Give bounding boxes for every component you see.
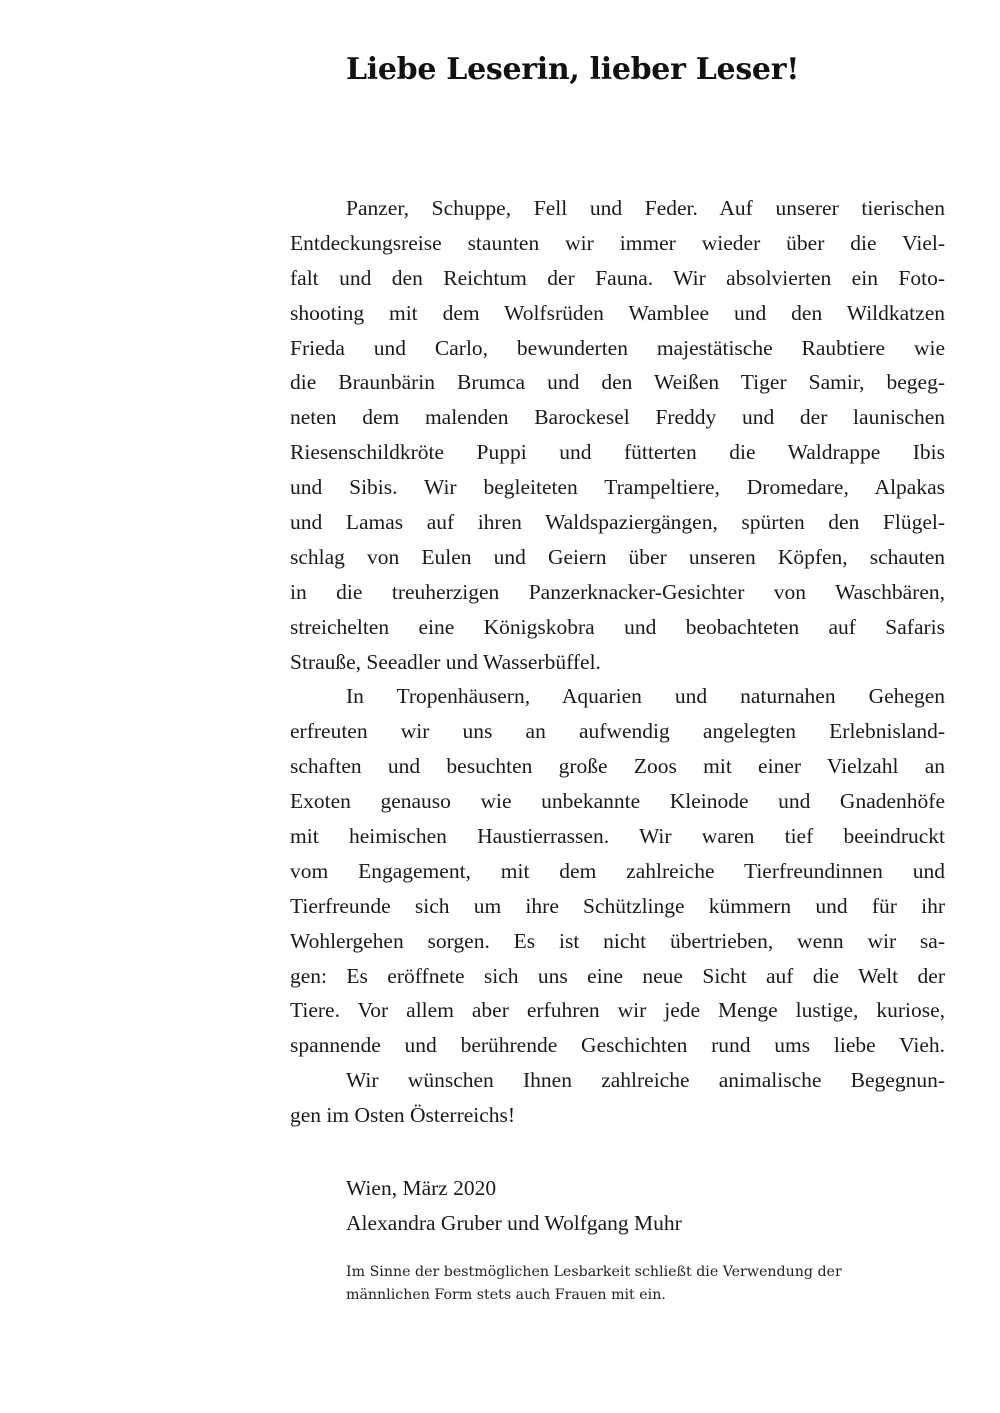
paragraph-1-line: Panzer, Schuppe, Fell und Feder. Auf unserer tierischen [346, 196, 945, 220]
signature-place-date: Wien, März 2020 [346, 1176, 497, 1200]
paragraph-2-line: schaften und besuchten große Zoos mit einer Vielzahl an [290, 754, 945, 779]
paragraph-2-line: Wohlergehen sorgen. Es ist nicht übertrieben, wenn wir sa- [290, 928, 945, 953]
page-title: Liebe Leserin, lieber Leser! [346, 52, 800, 87]
paragraph-3-line: Wir wünschen Ihnen zahlreiche animalische Begegnun- [346, 1068, 945, 1093]
paragraph-1-line: Entdeckungsreise staunten wir immer wieder über die Viel- [290, 230, 945, 255]
paragraph-1-line: streichelten eine Königskobra und beobachteten auf Safaris [290, 614, 945, 639]
paragraph-1-line: Riesenschildkröte Puppi und fütterten die Waldrappe Ibis [290, 440, 945, 465]
paragraph-1-line: falt und den Reichtum der Fauna. Wir absolvierten ein Foto- [290, 265, 945, 290]
paragraph-1-line: Strauße, Seeadler und Wasserbüffel. [290, 649, 601, 674]
paragraph-1-line: und Lamas auf ihren Waldspaziergängen, spürten den Flügel- [290, 510, 945, 535]
body-text [290, 191, 945, 1133]
paragraph-3-line: gen im Osten Österreichs! [290, 1103, 516, 1128]
paragraph-1-line: schlag von Eulen und Geiern über unseren Köpfen, schauten [290, 544, 945, 569]
paragraph-2-line: Exoten genauso wie unbekannte Kleinode und Gnadenhöfe [290, 789, 945, 814]
paragraph-2-line: vom Engagement, mit dem zahlreiche Tierfreundinnen und [290, 858, 945, 883]
paragraph-2-line: In Tropenhäusern, Aquarien und naturnahen Gehegen [346, 684, 945, 709]
paragraph-2-line: mit heimischen Haustierrassen. Wir waren tief beeindruckt [290, 824, 945, 849]
paragraph-2-line: gen: Es eröffnete sich uns eine neue Sicht auf die Welt der [290, 963, 945, 988]
paragraph-2-line: erfreuten wir uns an aufwendig angelegten Erlebnisland- [290, 719, 945, 744]
paragraph-1-line: shooting mit dem Wolfsrüden Wamblee und den Wildkatzen [290, 300, 945, 325]
paragraph-1-line: in die treuherzigen Panzerknacker-Gesichter von Waschbären, [290, 579, 945, 604]
paragraph-2-line: Tiere. Vor allem aber erfuhren wir jede Menge lustige, kuriose, [290, 998, 945, 1023]
paragraph-1-line: Frieda und Carlo, bewunderten majestätische Raubtiere wie [290, 335, 945, 360]
signature-authors: Alexandra Gruber und Wolfgang Muhr [346, 1210, 682, 1235]
paragraph-1-line: neten dem malenden Barockesel Freddy und der launischen [290, 405, 945, 430]
paragraph-1-line: die Braunbärin Brumca und den Weißen Tiger Samir, begeg- [290, 370, 945, 395]
footnote-line: Im Sinne der bestmöglichen Lesbarkeit schließt die Verwendung der [346, 1264, 842, 1280]
paragraph-1-line: und Sibis. Wir begleiteten Trampeltiere, Dromedare, Alpakas [290, 475, 945, 500]
paragraph-2-line: Tierfreunde sich um ihre Schützlinge kümmern und für ihr [290, 893, 945, 918]
paragraph-2-line: spannende und berührende Geschichten rund ums liebe Vieh. [290, 1033, 945, 1058]
footnote [346, 1261, 886, 1307]
signature [346, 1171, 682, 1241]
footnote-line: männlichen Form stets auch Frauen mit ein. [346, 1287, 666, 1303]
